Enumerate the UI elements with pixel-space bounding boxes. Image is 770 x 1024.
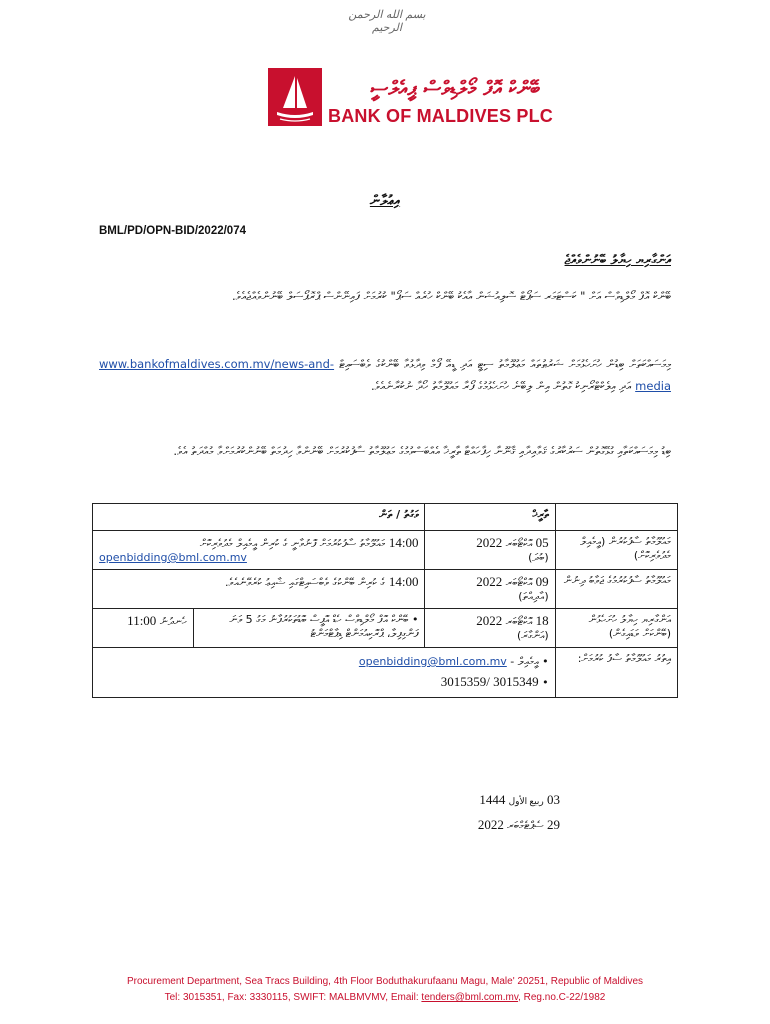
row-time bbox=[93, 609, 194, 648]
date-day: 05 bbox=[535, 535, 549, 550]
paragraph-clarification: ބިޑު މިމަސައްކަތާއި ގުޅޭގޮތުން ސަރުކާރުގެ ޤަވާއިދާއި ޤާނޫނާ ހިފާހައްޓާ ތާރީޚާ އެއްބަސްވުމުގެ މަޢުލޫމާތު ސާފުކުރުމަށް ބޭނުންވާ ހިދުމަތް ބޭނުންކުރުމަށްވާ މުއްދަތު އެވެ. bbox=[173, 444, 671, 458]
time-value: 14:00 bbox=[388, 574, 419, 589]
bank-name-english: BANK OF MALDIVES PLC bbox=[328, 106, 554, 126]
notice-title: އިޢުލާން bbox=[369, 193, 401, 209]
hijri-day: 03 bbox=[547, 792, 560, 807]
contact-email-item: • އީމެއިލް - openbidding@bml.com.mv bbox=[358, 655, 549, 668]
contact-email-label: އީމެއިލް bbox=[517, 655, 539, 668]
row-date bbox=[425, 609, 555, 648]
greg-year: 2022 bbox=[477, 817, 504, 832]
bullet-icon: • bbox=[411, 613, 419, 626]
paragraph-website-text: މިމަސައްކަތަށް ބިޑުން ހުށަހެޅުމަށް ޝަރުޠުތައް މަޢުލޫމާތު ސިޓީ އަދި ޑީއޭ ފޯމް ވިދާޅުވާ ބޭންކުގެ ވެބްސައިޓް bbox=[339, 357, 671, 371]
issue-date bbox=[440, 788, 560, 837]
row-event: އަންގާރިޔ ހިޔާލު ހުށަހެޅުން (ބޭންކަށް ވަޑައިގެން) bbox=[555, 609, 677, 648]
row-details: ގެ ކުރިން ބޭންކުގެ ވެބްސައިޓްގައި ޝާއިޢު ކުރެވޭނެއެވެ. bbox=[225, 576, 386, 589]
footer-address: Procurement Department, Sea Tracs Building, 4th Floor Boduthakurufaanu Magu, Male' 20251, Republic of Maldives bbox=[126, 976, 644, 987]
row-date bbox=[425, 531, 555, 570]
row-event: މައުލޫމާތު ސާފުކުރުމުގެ ޖަވާބު ދިނުން bbox=[555, 570, 677, 609]
hijri-month: ربيع الأول bbox=[508, 796, 544, 806]
hijri-year: 1444 bbox=[479, 792, 506, 807]
table-header-time-place: ވަގުތު / ތަން bbox=[93, 504, 425, 531]
gregorian-date bbox=[440, 813, 560, 837]
date-month: އޮކްޓޯބަރ bbox=[505, 576, 533, 589]
footer-contact bbox=[0, 992, 770, 1003]
contact-label: އިތުރު މައުލޫމާތު ސާފު ކުރުމަށް: bbox=[555, 648, 677, 698]
greg-month: ސެޕްޓެމްބަރ bbox=[507, 819, 544, 832]
date-weekday: (އަންގާރަ) bbox=[516, 629, 549, 642]
row-place bbox=[193, 609, 425, 648]
bank-logo-icon bbox=[268, 68, 322, 126]
bismillah-calligraphy: بسم الله الرحمن الرحيم bbox=[348, 8, 426, 34]
date-month: އޮކްޓޯބަރ bbox=[505, 537, 533, 550]
row-details: ބޭންކް އޮފް މޯލްޑިވްސް ހެޑް އޮފީސް ބޮޑުތަކުރުފާނު މަގު 5 ވަނަ ފަންގިފިލާ، ޕްރޮކިއުމަންޓް ޑިޕާޓްމަންޓު bbox=[229, 613, 419, 640]
bullet-icon: • bbox=[542, 676, 549, 689]
website-link[interactable]: www.bankofmaldives.com.mv/news-and-media bbox=[99, 357, 671, 393]
paragraph-intro: ބޭންކް އޮފް މޯލްޑިވްސް އަށް " ކަސްޓަމަރ ސަޕޯޓް ސޮލިއުޝަން އާއެކު ބޭންކް ހުރެއް ސަޕޯ" ކުރުމަށް ފައިނޭންސް ޕްރޮޕޯސަލް ބޭނުންވެއްޖެއެވެ. bbox=[232, 289, 671, 303]
date-weekday: (އާދިއްތަ) bbox=[518, 590, 549, 603]
table-header-event bbox=[555, 504, 677, 531]
reference-number: BML/PD/OPN-BID/2022/074 bbox=[99, 225, 246, 237]
date-year: 2022 bbox=[476, 613, 503, 628]
bullet-icon: • bbox=[542, 655, 549, 668]
date-year: 2022 bbox=[476, 535, 503, 550]
schedule-table bbox=[92, 503, 678, 698]
row-event: މައުލޫމާތު ސާފުކުރުން (އީމެއިލް މެދުވެރިކޮށް) bbox=[555, 531, 677, 570]
footer-contact-suffix: , Reg.no.C-22/1982 bbox=[518, 992, 606, 1003]
date-year: 2022 bbox=[476, 574, 503, 589]
time-label: ހެނދުނު bbox=[159, 615, 187, 628]
table-row bbox=[93, 531, 678, 570]
date-weekday: (ބުދަ) bbox=[528, 551, 549, 564]
row-time-place bbox=[93, 570, 425, 609]
table-row bbox=[93, 570, 678, 609]
time-value: 14:00 bbox=[388, 535, 419, 550]
bank-name-dhivehi: ބޭންކް އޮފް މޯލްޑިވްސް ޕީއެލްސީ bbox=[370, 76, 540, 100]
hijri-date bbox=[440, 788, 560, 813]
openbidding-email-link[interactable]: openbidding@bml.com.mv bbox=[99, 551, 247, 564]
row-details: މައުލޫމާތު ސާފުކުރުމަށް ފޮނުވާނީ ގެ ކުރިން އީމެއިލް މެދުވެރިކޮށް bbox=[199, 537, 386, 550]
paragraph-website-text-end: އަދި އިލެކްޓްރޯނިކު ގޮތުން އިން ލިބޭނެ ހުށަހެޅުމުގެ ފޯރާ މައުލޫމާތު ހޯދާ ނުކުރާނެއެވެ. bbox=[370, 379, 632, 393]
row-date bbox=[425, 570, 555, 609]
table-contact-row bbox=[93, 648, 678, 698]
table-header-date: ތާރީޚް bbox=[425, 504, 555, 531]
date-month: އޮކްޓޯބަރ bbox=[505, 615, 533, 628]
time-value: 11:00 bbox=[127, 613, 157, 628]
footer-contact-prefix: Tel: 3015351, Fax: 3330115, SWIFT: MALBMVMV, Email: bbox=[164, 992, 422, 1003]
date-day: 09 bbox=[535, 574, 549, 589]
contact-phone-item bbox=[99, 672, 549, 693]
tenders-email-link[interactable]: tenders@bml.com.mv bbox=[421, 992, 519, 1003]
greg-day: 29 bbox=[547, 817, 560, 832]
contact-phones: 3015349 /3015359 bbox=[440, 674, 539, 689]
contact-details bbox=[93, 648, 556, 698]
row-time-place bbox=[93, 531, 425, 570]
notice-heading: އަންގާރިޔ ހިޔާލު ބޭނުންވެއްޖެ bbox=[564, 253, 671, 268]
date-day: 18 bbox=[535, 613, 549, 628]
table-row bbox=[93, 609, 678, 648]
table-header-row bbox=[93, 504, 678, 531]
contact-email-link[interactable]: openbidding@bml.com.mv bbox=[358, 655, 507, 668]
paragraph-website bbox=[99, 353, 671, 397]
